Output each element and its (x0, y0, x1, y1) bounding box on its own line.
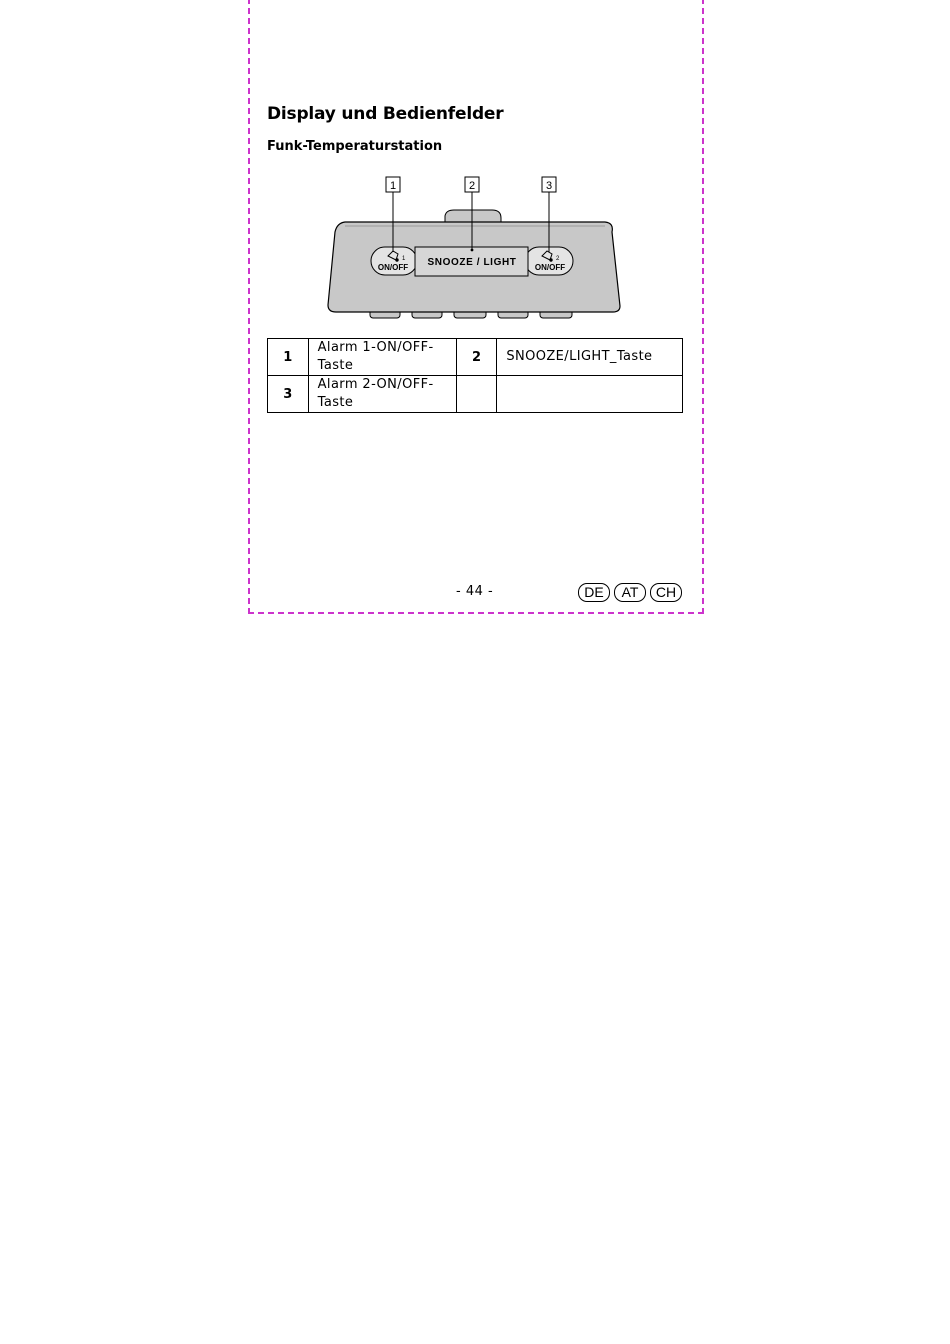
legend-text (497, 376, 683, 413)
alarm1-button-label: ON/OFF (377, 263, 409, 272)
alarm2-index: 2 (556, 256, 560, 262)
legend-table (267, 338, 683, 413)
svg-text:3: 3 (545, 180, 553, 192)
alarm1-index: 1 (402, 256, 406, 262)
country-badge-ch: CH (650, 583, 682, 602)
country-badge-at: AT (614, 583, 646, 602)
table-row (268, 339, 683, 376)
legend-text: SNOOZE/LIGHT_Taste (497, 339, 683, 376)
page-number: - 44 - (456, 584, 494, 599)
svg-text:2: 2 (468, 180, 476, 192)
legend-text: Alarm 1-ON/OFF-Taste (308, 339, 456, 376)
snooze-light-label: SNOOZE / LIGHT (427, 257, 517, 268)
device-illustration (320, 172, 630, 324)
svg-text:1: 1 (389, 180, 397, 192)
legend-number: 3 (268, 376, 309, 413)
callout-2 (465, 177, 479, 192)
alarm2-button-label: ON/OFF (534, 263, 566, 272)
section-title: Display und Bedienfelder (267, 104, 504, 124)
country-badges (578, 583, 682, 602)
country-badge-de: DE (578, 583, 610, 602)
legend-number: 2 (456, 339, 497, 376)
callout-1 (386, 177, 400, 192)
table-row (268, 376, 683, 413)
section-subtitle: Funk-Temperaturstation (267, 139, 443, 154)
legend-number: 1 (268, 339, 309, 376)
legend-number (456, 376, 497, 413)
callout-3 (542, 177, 556, 192)
legend-text: Alarm 2-ON/OFF-Taste (308, 376, 456, 413)
